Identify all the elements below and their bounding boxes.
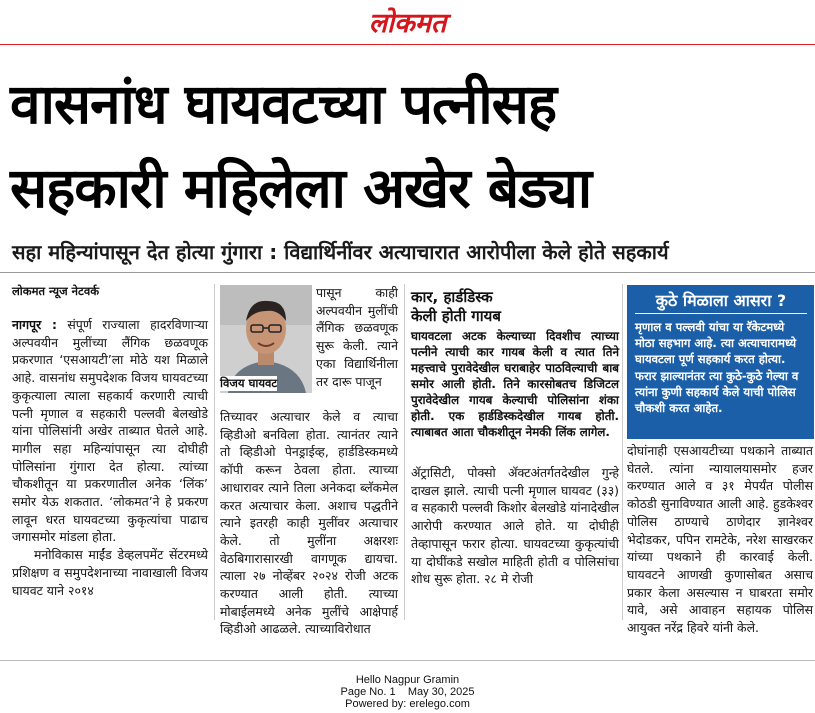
masthead <box>0 4 815 44</box>
paragraph-text: दोघांनाही एसआयटीच्या पथकाने ताब्यात घेतले. त्यांना न्यायालयासमोर हजर करण्यात आले व ३१ मेपर्यंत पोलीस कोठडी सुनाविण्यात आली आहे. हुडकेश्वर पोलिस ठाण्याचे ठाणेदार ज्ञानेश्वर भेदोडकर, पपिन रामटेके, नरेश साखरकर यांच्या पथकाने ही कारवाई केली. घायवटने आणखी कुणासोबत असाच प्रकार केला असल्यास न घाबरता समोर यावे, असे आवाहन सहायक पोलिस आयुक्त नरेंद्र हिवरे यांनी केले. <box>627 443 813 636</box>
subheadline: सहा महिन्यांपासून देत होत्या गुंगारा : विद्यार्थिनींवर अत्याचारात आरोपीला केले होते सहकार्य <box>12 240 669 264</box>
paragraph <box>12 546 208 599</box>
paragraph-text: संपूर्ण राज्याला हादरविणाऱ्या अल्पवयीन मुलींच्या लैंगिक छळवणूक प्रकरणात ‘एसआयटी’ला मोठे यश मिळाले आहे. वासनांध समुपदेशक विजय घायवटच्या कुकृत्याला त्याला सहकार्य करणारी त्याची पत्नी मृणाल व सहकारी पल्लवी बेलखोडे यांना पोलिसांनी अखेर ताब्यात घेतले आहे. मागील सहा महिन्यांपासून त्या दोघीही पोलिसांना गुंगारा देत होत्या. त्यांच्या चौकशीतून या प्रकरणातील अनेक ‘लिंक’ समोर येऊ शकतात. ‘लोकमत’ने हे प्रकरण लावून धरत घायवटच्या कुकृत्यांचा पाढाच जगासमोर मांडला होता. <box>12 317 208 545</box>
column-divider <box>214 284 215 620</box>
sidebox-title-line: केली होती गायब <box>411 307 501 325</box>
brand-logo[interactable]: लोकमत <box>368 8 447 39</box>
sidebox-body: घायवटला अटक केल्याच्या दिवशीच त्याच्या पत्नीने त्याची कार गायब केली व त्यात तिने महत्त्वाचे पुरावेदेखील घराबाहेर पाठविल्याची बाब समोर आली होती. तिने कारसोबतच डिजिटल पुरावेदेखील गायब केल्याची पोलिसांना शंका होती. एक हार्डडिस्कदेखील गायब होती. त्याबाबत आता चौकशीतून नेमकी लिंक लागेल. <box>411 329 619 439</box>
dateline: नागपूर : <box>12 317 57 332</box>
footer-rule <box>0 660 815 661</box>
footer-edition: Hello Nagpur Gramin <box>355 674 460 686</box>
paragraph-text: मनोविकास माईंड डेव्हलपमेंट सेंटरमध्ये प्रशिक्षण व समुपदेशनाच्या नावाखाली विजय घायवट याने २०१४ <box>12 547 208 598</box>
column-2-top <box>316 284 398 390</box>
info-box <box>627 285 814 439</box>
footer-powered[interactable]: Powered by: erelego.com <box>345 698 470 710</box>
column-3 <box>411 464 619 588</box>
column-divider <box>404 284 405 620</box>
column-2 <box>220 408 398 638</box>
info-box-title: कुठे मिळाला आसरा ? <box>635 289 807 314</box>
paragraph-text: ॲट्रासिटी, पोक्सो ॲक्टअंतर्गतदेखील गुन्हे दाखल झाले. त्याची पत्नी मृणाल घायवट (३३) व सहकारी पल्लवी किशोर बेलखोडे यांनादेखील आरोपी करण्यात आले होते. या दोघीही तेव्हापासून फरार होत्या. घायवटच्या कुकृत्यांची या दोघींकडे सखोल माहिती होती व पोलिसांचा शोध सुरू होता. २८ मे रोजी <box>411 465 619 587</box>
paragraph-text: तिच्यावर अत्याचार केले व त्याचा व्हिडीओ बनविला होता. त्यानंतर त्याने तो व्हिडीओ पेनड्राईव्ह, हार्डडिस्कमध्ये कॉपी करून ठेवला होता. त्याच्या आधारावर त्याने तिला अनेकदा ब्लॅकमेल करत अत्याचार केला. अशाच पद्धतीने त्याने इतरही काही मुलींवर अत्याचार केले. तो मुलींना अक्षरशः वेठबिगारासारखी वागणूक द्यायचा. त्याला २७ नोव्हेंबर २०२४ रोजी अटक करण्यात आली होती. त्याच्या मोबाईलमध्ये अनेक मुलींचे आक्षेपार्ह व्हिडीओ आढळले. त्याच्याविरोधात <box>220 409 398 637</box>
column-divider <box>622 284 623 620</box>
paragraph <box>12 316 208 546</box>
headline-line-2: सहकारी महिलेला अखेर बेड्या <box>10 156 592 220</box>
paragraph-text: पासून काही अल्पवयीन मुलींची लैंगिक छळवणूक सुरू केली. त्याने एका विद्यार्थिनीला तर दारू पाजून <box>316 285 398 389</box>
footer-date: May 30, 2025 <box>407 686 475 698</box>
column-4 <box>627 442 813 637</box>
footer-page-info <box>0 686 815 698</box>
footer <box>0 674 815 710</box>
masthead-rule <box>0 44 815 45</box>
sidebox-title-line: कार, हार्डडिस्क <box>411 288 493 306</box>
footer-page: Page No. 1 <box>340 686 396 698</box>
byline: लोकमत न्यूज नेटवर्क <box>12 284 100 298</box>
column-1 <box>12 316 208 599</box>
photo-caption: विजय घायवट <box>220 376 278 390</box>
headline-line-1: वासनांध घायवटच्या पत्नीसह <box>10 72 557 136</box>
subhead-rule <box>0 272 815 273</box>
sidebox-title <box>411 288 501 326</box>
info-box-body: मृणाल व पल्लवी यांचा या रॅकेटमध्ये मोठा सहभाग आहे. त्या अत्याचारामध्ये घायवटला पूर्ण सहकार्य करत होत्या. फरार झाल्यानंतर त्या कुठे-कुठे गेल्या व त्यांना कुणी सहकार्य केले याची पोलिस चौकशी करत आहेत. <box>635 320 799 416</box>
